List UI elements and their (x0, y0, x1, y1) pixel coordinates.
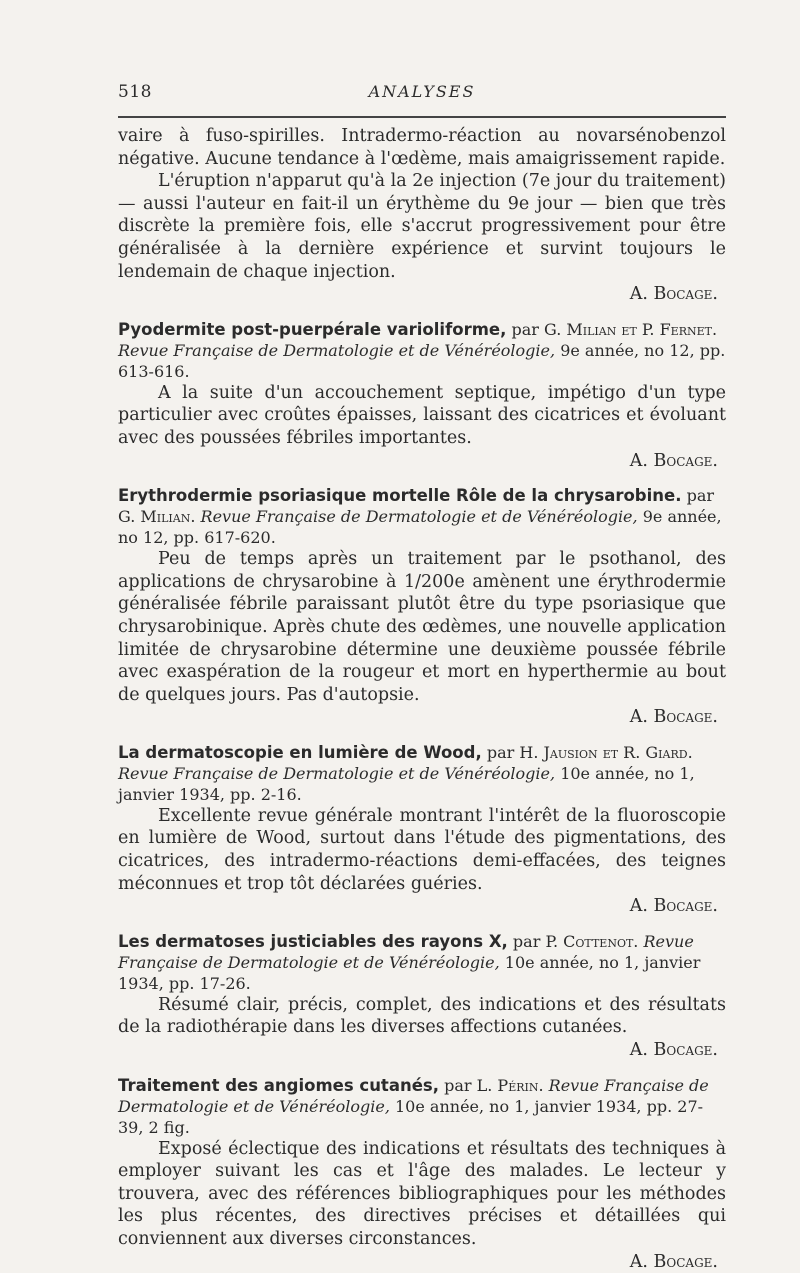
entry-body (118, 994, 726, 1062)
entry-body (118, 548, 726, 729)
entry-signature: A. Bocage. (629, 707, 718, 728)
entry-journal: Revue Française de Dermatologie et de Vénéréologie, (118, 763, 556, 783)
entry-body (118, 805, 726, 918)
entry-body (118, 382, 726, 472)
entry-body (118, 1138, 726, 1273)
running-title: ANALYSES (368, 82, 476, 101)
entry-by: par (686, 486, 715, 506)
entry-title: Traitement des angiomes cutanés, (118, 1075, 439, 1095)
entry-details: 9e année, no 12, pp. 613-616. (118, 340, 726, 381)
entry-body-text: Résumé clair, précis, complet, des indications et des résultats de la radiothérapie dans les diverses affections cutanées. (118, 994, 726, 1038)
entry-signature: A. Bocage. (629, 1040, 718, 1061)
header-rule (118, 116, 726, 118)
entry-3 (118, 742, 726, 918)
entry-authors: G. Milian. (118, 507, 196, 527)
entry-body-text: Peu de temps après un traitement par le psothanol, des applications de chrysarobine à 1/200e amènent une érythrodermie généralisée fébrile paraissant plutôt être du type psoriasique que chrysarobinique. Après chute des œdèmes, une nouvelle application limitée de chrysarobine détermine une deuxième poussée fébrile avec exaspération de la rougeur et mort en hyperthermie au bout de quelques jours. Pas d'autopsie. (118, 549, 726, 705)
entry-title: La dermatoscopie en lumière de Wood, (118, 742, 482, 762)
entry-authors: G. Milian et P. Fernet. (544, 319, 718, 339)
intro-paragraph-1: vaire à fuso-spirilles. Intradermo-réaction au novarsénobenzol négative. Aucune tendance à l'œdème, mais amaigrissement rapide. (118, 126, 726, 169)
entry-reference (118, 319, 726, 382)
entry-1 (118, 319, 726, 472)
entry-details: 9e année, no 12, pp. 617-620. (118, 507, 722, 548)
entry-details: 10e année, no 1, janvier 1934, pp. 17-26. (118, 952, 701, 993)
entry-journal: Revue Française de Dermatologie et de Vénéréologie, (118, 340, 556, 360)
intro-paragraph-2-text: L'éruption n'apparut qu'à la 2e injection (7e jour du traitement) — aussi l'auteur en fait-il un érythème du 9e jour — bien que très discrète la première fois, elle s'accrut progressivement pour être généralisée à la dernière expérience et survint toujours le lendemain de chaque injection. (118, 171, 726, 282)
entry-body-text: A la suite d'un accouchement septique, impétigo d'un type particulier avec croûtes épaisses, laissant des cicatrices et évoluant avec des poussées fébriles importantes. (118, 382, 726, 448)
entry-reference (118, 742, 726, 805)
entry-body-text: Exposé éclectique des indications et résultats des techniques à employer suivant les cas et l'âge des malades. Le lecteur y trouvera, avec des références bibliographiques pour les méthodes les plus récentes, des directives précises et détaillées qui conviennent aux diverses circonstances. (118, 1138, 726, 1249)
page-content (118, 125, 726, 1273)
entry-reference (118, 485, 726, 548)
entry-authors: H. Jausion et R. Giard. (519, 742, 693, 762)
entry-by: par (511, 319, 539, 339)
page-header (118, 82, 726, 106)
intro-paragraph-2 (118, 170, 726, 306)
entry-title: Les dermatoses justiciables des rayons X, (118, 931, 508, 951)
entry-by: par (512, 931, 541, 951)
intro-signature: A. Bocage. (629, 284, 718, 305)
entry-by: par (444, 1075, 472, 1095)
page-number: 518 (118, 82, 152, 102)
entry-4 (118, 931, 726, 1062)
entry-authors: L. Périn. (476, 1075, 544, 1095)
entry-details: 10e année, no 1, janvier 1934, pp. 27-39, 2 fig. (118, 1096, 704, 1137)
entry-title: Erythrodermie psoriasique mortelle Rôle de la chrysarobine. (118, 486, 682, 506)
entry-by: par (486, 742, 515, 762)
entry-journal: Revue Française de Dermatologie et de Vénéréologie, (200, 507, 638, 527)
entry-authors: P. Cottenot. (545, 931, 639, 951)
entry-journal: Revue Française de Dermatologie et de Vénéréologie, (118, 1075, 709, 1116)
entry-title: Pyodermite post-puerpérale varioliforme, (118, 319, 507, 339)
entry-signature: A. Bocage. (629, 896, 718, 917)
entry-reference (118, 931, 726, 994)
entry-2 (118, 485, 726, 729)
entry-5 (118, 1075, 726, 1273)
entry-signature: A. Bocage. (629, 1251, 718, 1272)
entry-details: 10e année, no 1, janvier 1934, pp. 2-16. (118, 763, 695, 804)
entry-reference (118, 1075, 726, 1138)
entry-journal: Revue Française de Dermatologie et de Vénéréologie, (118, 931, 694, 972)
entry-body-text: Excellente revue générale montrant l'intérêt de la fluoroscopie en lumière de Wood, surtout dans l'étude des pigmentations, des cicatrices, des intradermo-réactions demi-effacées, des teignes méconnues et trop tôt déclarées guéries. (118, 805, 726, 894)
entry-signature: A. Bocage. (629, 450, 718, 471)
